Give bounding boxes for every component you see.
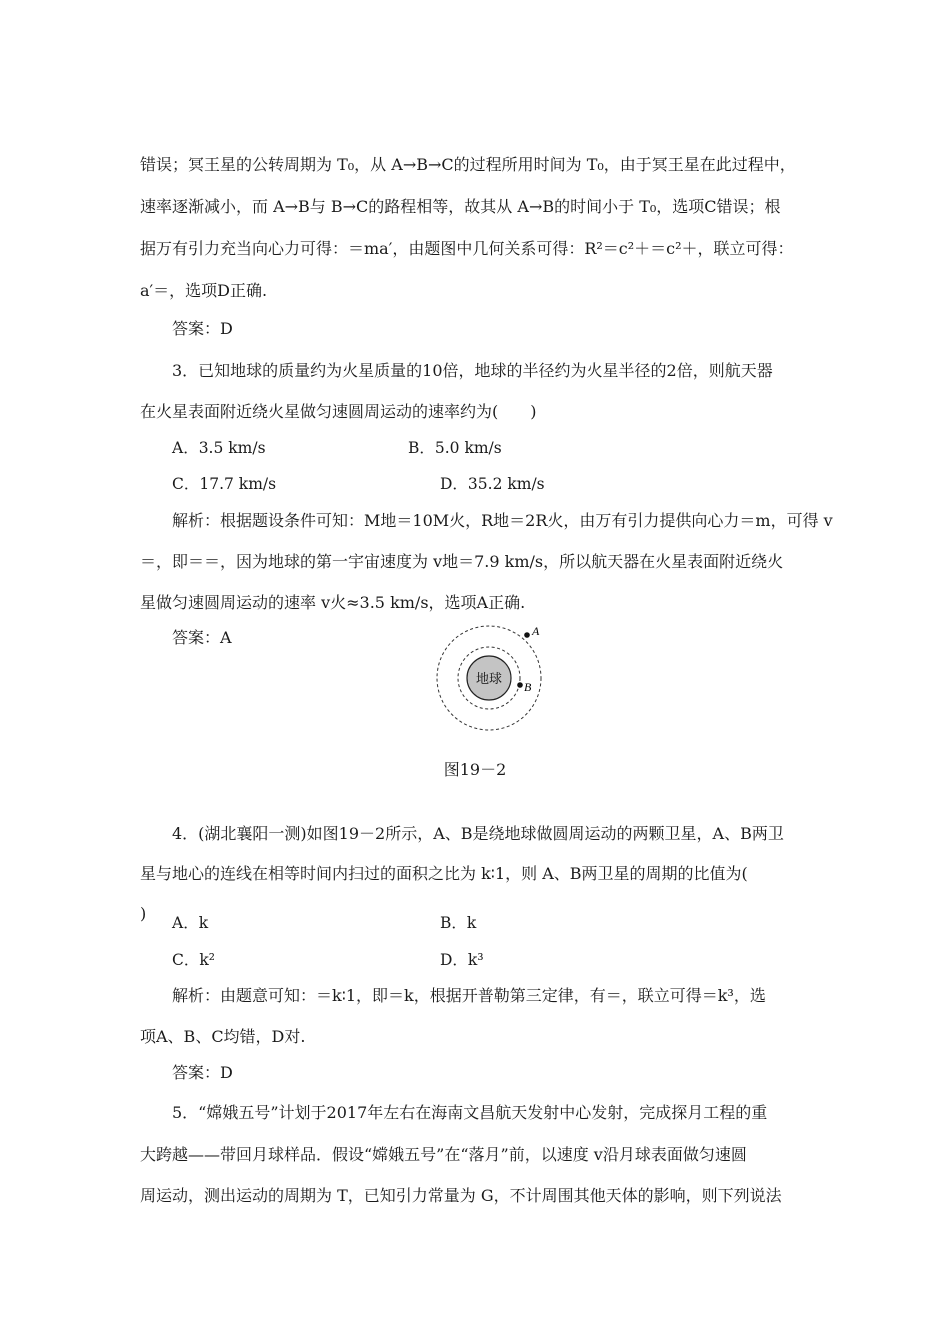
q4-option-d: D．k³ [440,951,484,969]
q4-option-a: A．k [172,914,209,932]
text-line: 星与地心的连线在相等时间内扫过的面积之比为 k∶1，则 A、B两卫星的周期的比值为( [140,864,748,883]
answer-line: 答案：D [172,1063,233,1082]
answer-line: 答案：A [172,628,232,647]
text-line: 大跨越——带回月球样品．假设“嫦娥五号”在“落月”前，以速度 v沿月球表面做匀速圆 [140,1145,747,1164]
question-3: 3．已知地球的质量约为火星质量的10倍，地球的半径约为火星半径的2倍，则航天器 [172,361,773,380]
text-line: 速率逐渐减小，而 A→B与 B→C的路程相等，故其从 A→B的时间小于 T₀，选项C错误；根 [140,197,781,216]
point-b-label: B [524,680,532,694]
text-line: 在火星表面附近绕火星做匀速圆周运动的速率约为( ) [140,402,537,421]
text-line: 周运动，测出运动的周期为 T，已知引力常量为 G，不计周围其他天体的影响，则下列说法 [140,1186,782,1205]
orbit-figure [430,620,550,750]
question-5: 5．“嫦娥五号”计划于2017年左右在海南文昌航天发射中心发射，完成探月工程的重 [172,1103,768,1122]
text-line: ＝，即＝＝，因为地球的第一宇宙速度为 v地＝7.9 km/s，所以航天器在火星表面附近绕火 [140,552,784,571]
text-line: 星做匀速圆周运动的速率 v火≈3.5 km/s，选项A正确. [140,593,526,612]
text-line: ) [140,904,147,923]
q4-option-b: B．k [440,914,477,932]
q3-option-c: C．17.7 km/s [172,475,277,493]
q3-analysis: 解析：根据题设条件可知：M地＝10M火，R地＝2R火，由万有引力提供向心力＝m，可得 v [172,511,833,530]
question-4: 4．(湖北襄阳一测)如图19－2所示，A、B是绕地球做圆周运动的两颗卫星，A、B两卫 [172,824,784,843]
earth-label: 地球 [475,672,503,687]
point-a-label: A [532,624,540,638]
q4-option-c: C．k² [172,951,215,969]
figure-caption: 图19－2 [443,760,507,779]
satellite-b [517,682,523,688]
q3-option-b: B．5.0 km/s [408,439,502,457]
q4-analysis: 解析：由题意可知：＝k∶1，即＝k，根据开普勒第三定律，有＝，联立可得＝k³，选 [172,986,766,1005]
text-line: 据万有引力充当向心力可得：＝ma′，由题图中几何关系可得：R²＝c²＋＝c²＋，联立可得： [140,239,794,258]
q3-option-a: A．3.5 km/s [172,439,266,457]
answer-line: 答案：D [172,319,233,338]
q3-option-d: D．35.2 km/s [440,475,545,493]
text-line: a′＝，选项D正确. [140,281,268,300]
text-line: 项A、B、C均错，D对. [140,1027,306,1046]
satellite-a [524,632,530,638]
text-line: 错误；冥王星的公转周期为 T₀，从 A→B→C的过程所用时间为 T₀，由于冥王星在此过程中， [140,155,796,174]
